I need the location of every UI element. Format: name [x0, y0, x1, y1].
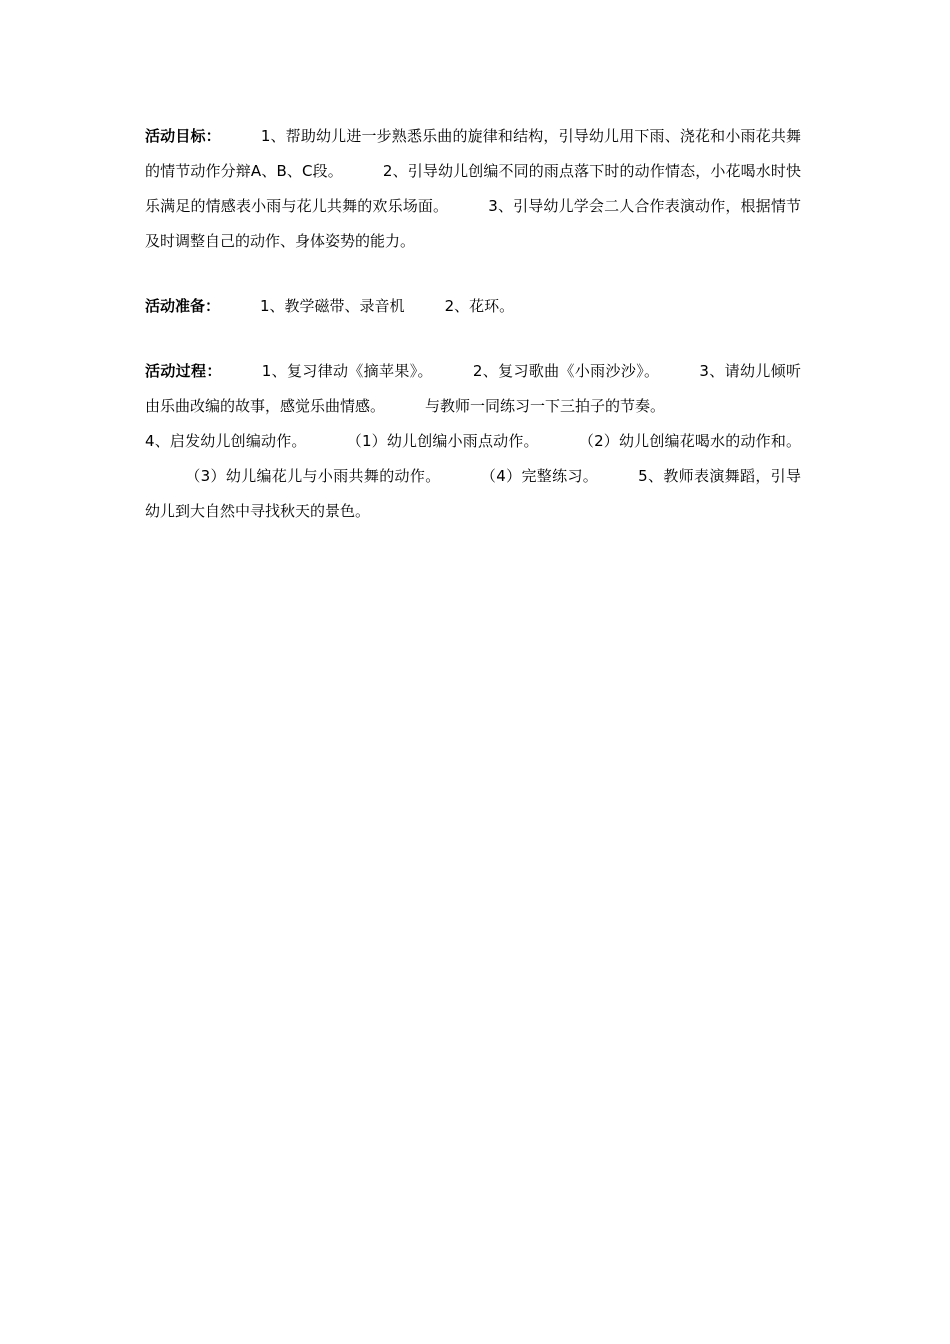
process-item-4-1: （1）幼儿创编小雨点动作。	[346, 432, 539, 450]
section-goals	[145, 119, 801, 259]
goal-item-3: 3、引导幼儿学会二人合作表演动作，根据情节及时调整自己的动作、身体姿势的能力。	[145, 197, 801, 250]
section-label-process: 活动过程：	[145, 362, 222, 380]
process-item-2: 2、复习歌曲《小雨沙沙》。	[472, 362, 660, 380]
prep-item-2: 2、花环。	[444, 297, 515, 315]
goal-item-1: 1、帮助幼儿进一步熟悉乐曲的旋律和结构，引导幼儿用下雨、浇花和小雨花共舞的情节动作分辩A、B、C段。	[145, 127, 801, 180]
document-body	[145, 119, 801, 559]
process-item-4-2: （2）幼儿创编花喝水的动作和。	[578, 432, 802, 450]
section-label-preparation: 活动准备：	[145, 297, 221, 315]
process-item-1: 1、复习律动《摘苹果》。	[261, 362, 433, 380]
section-label-goals: 活动目标：	[145, 127, 221, 145]
goal-item-2: 2、引导幼儿创编不同的雨点落下时的动作情态，小花喝水时快乐满足的情感表小雨与花儿共舞的欢乐场面。	[145, 162, 802, 215]
process-item-4-3: （3）幼儿编花儿与小雨共舞的动作。	[185, 467, 441, 485]
process-item-3: 3、请幼儿倾听由乐曲改编的故事，感觉乐曲情感。	[145, 362, 802, 415]
process-item-3b: 与教师一同练习一下三拍子的节奏。	[425, 397, 666, 415]
section-preparation	[145, 289, 801, 324]
section-process	[145, 354, 801, 529]
process-item-5: 5、教师表演舞蹈，引导幼儿到大自然中寻找秋天的景色。	[145, 467, 802, 520]
prep-item-1: 1、教学磁带、录音机	[260, 297, 405, 315]
process-item-4: 4、启发幼儿创编动作。	[145, 432, 307, 450]
process-item-4-4: （4）完整练习。	[480, 467, 599, 485]
